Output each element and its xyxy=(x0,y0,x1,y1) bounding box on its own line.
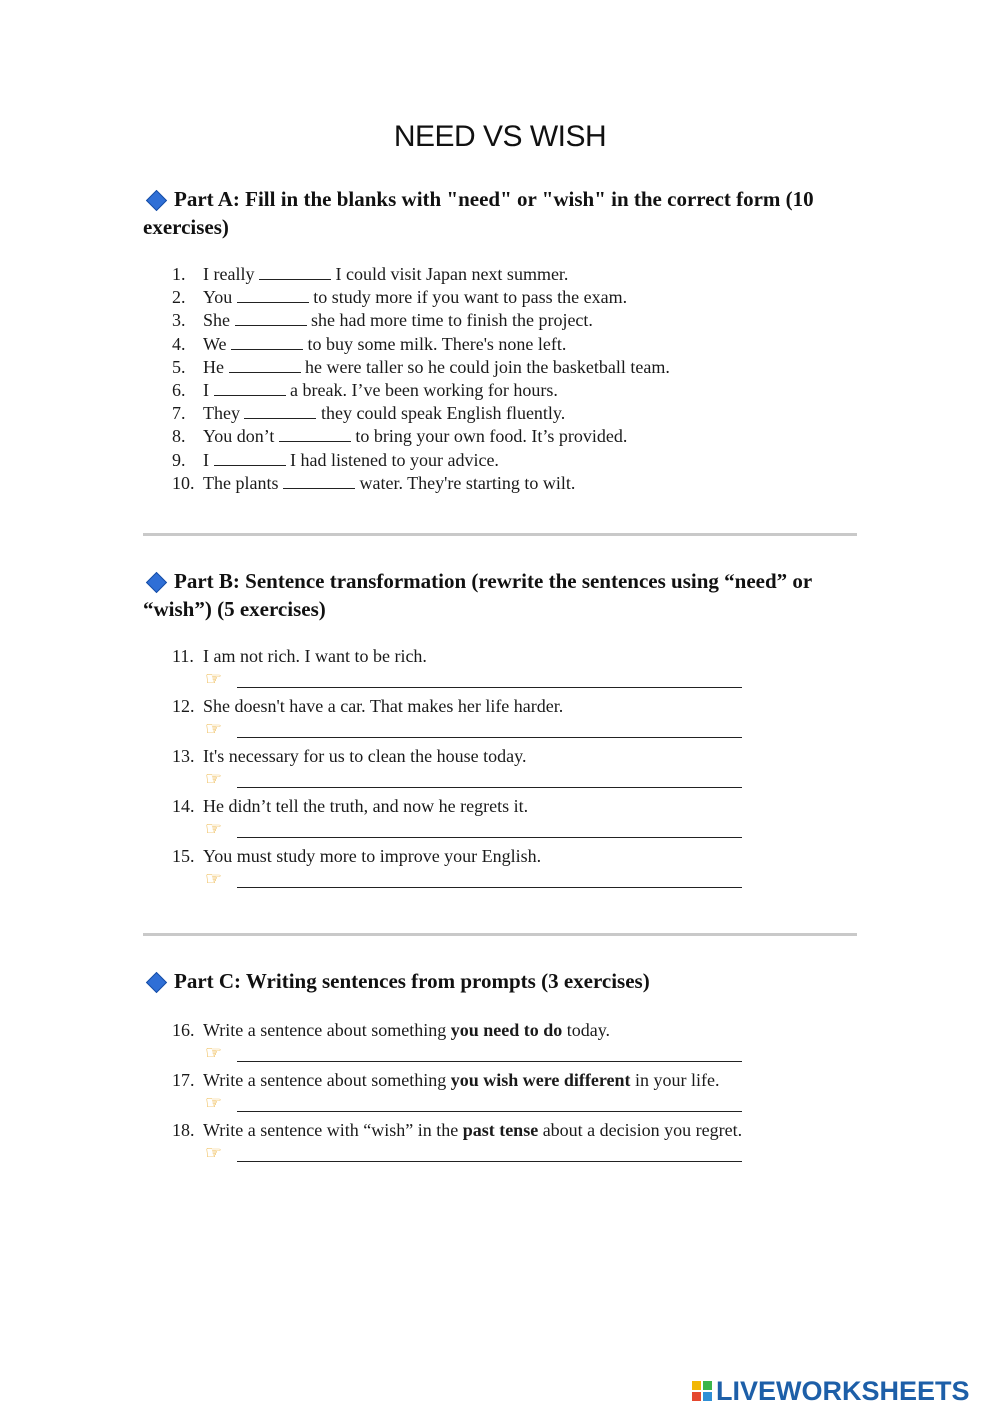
exercise-item: 13. It's necessary for us to clean the house today. ☞ xyxy=(172,745,563,795)
pointing-hand-icon: ☞ xyxy=(205,669,223,690)
exercise-item: 16. Write a sentence about something you need to do today. ☞ xyxy=(172,1019,742,1069)
exercise-item: 17. Write a sentence about something you wish were different in your life. ☞ xyxy=(172,1069,742,1119)
logo-blocks-icon xyxy=(692,1381,712,1401)
pointing-hand-icon: ☞ xyxy=(205,1143,223,1164)
blank-field[interactable] xyxy=(279,426,351,442)
blank-field[interactable] xyxy=(214,380,286,396)
pointing-hand-icon: ☞ xyxy=(205,1043,223,1064)
pointing-hand-icon: ☞ xyxy=(205,1093,223,1114)
exercise-item: 4. We to buy some milk. There's none left. xyxy=(172,333,567,354)
blank-field[interactable] xyxy=(229,357,301,373)
blank-field[interactable] xyxy=(244,403,316,419)
exercise-item: 7. They they could speak English fluently. xyxy=(172,403,566,424)
answer-line[interactable] xyxy=(237,1061,742,1062)
pointing-hand-icon: ☞ xyxy=(205,869,223,890)
blank-field[interactable] xyxy=(235,310,307,326)
exercise-item: 1. I really I could visit Japan next summer. xyxy=(172,264,569,284)
exercise-item: 6. I a break. I’ve been working for hours. xyxy=(172,379,558,400)
exercise-item: 9. I I had listened to your advice. xyxy=(172,449,499,470)
pointing-hand-icon: ☞ xyxy=(205,769,223,790)
exercise-item: 3. She she had more time to finish the project. xyxy=(172,310,593,331)
blank-field[interactable] xyxy=(259,264,331,280)
diamond-icon xyxy=(146,572,167,593)
diamond-icon xyxy=(146,972,167,993)
exercise-item: 15. You must study more to improve your English. ☞ xyxy=(172,845,563,895)
pointing-hand-icon: ☞ xyxy=(205,719,223,740)
answer-line[interactable] xyxy=(237,737,742,738)
answer-line[interactable] xyxy=(237,787,742,788)
page-title: NEED VS WISH xyxy=(393,120,607,153)
exercise-item: 8. You don’t to bring your own food. It’s provided. xyxy=(172,426,628,447)
part-b-heading: Part B: Sentence transformation (rewrite the sentences using “need” or “wish”) (5 exercises) xyxy=(143,569,812,621)
answer-line[interactable] xyxy=(237,887,742,888)
blank-field[interactable] xyxy=(214,450,286,466)
exercise-item: 18. Write a sentence with “wish” in the past tense about a decision you regret. ☞ xyxy=(172,1120,743,1164)
answer-line[interactable] xyxy=(237,837,742,838)
answer-line[interactable] xyxy=(237,687,742,688)
part-a-list xyxy=(172,263,670,495)
part-c-list xyxy=(172,1019,742,1169)
part-a-heading: Part A: Fill in the blanks with "need" or "wish" in the correct form (10 exercises) xyxy=(143,187,814,239)
blank-field[interactable] xyxy=(283,473,355,489)
answer-line[interactable] xyxy=(237,1161,742,1162)
exercise-item: 11. I am not rich. I want to be rich. ☞ xyxy=(172,645,563,695)
section-divider xyxy=(143,533,857,536)
blank-field[interactable] xyxy=(237,287,309,303)
exercise-item: 2. You to study more if you want to pass the exam. xyxy=(172,287,628,308)
answer-line[interactable] xyxy=(237,1111,742,1112)
section-divider xyxy=(143,933,857,936)
diamond-icon xyxy=(146,190,167,211)
part-b-list xyxy=(172,645,563,895)
liveworksheets-logo: LIVEWORKSHEETS xyxy=(692,1376,970,1406)
exercise-item: 5. He he were taller so he could join the basketball team. xyxy=(172,356,670,377)
part-c-heading: Part C: Writing sentences from prompts (3 exercises) xyxy=(143,967,863,995)
pointing-hand-icon: ☞ xyxy=(205,819,223,840)
exercise-item: 14. He didn’t tell the truth, and now he regrets it. ☞ xyxy=(172,795,563,845)
blank-field[interactable] xyxy=(231,334,303,350)
exercise-item: 12. She doesn't have a car. That makes her life harder. ☞ xyxy=(172,695,563,745)
exercise-item: 10. The plants water. They're starting to wilt. xyxy=(172,472,576,493)
